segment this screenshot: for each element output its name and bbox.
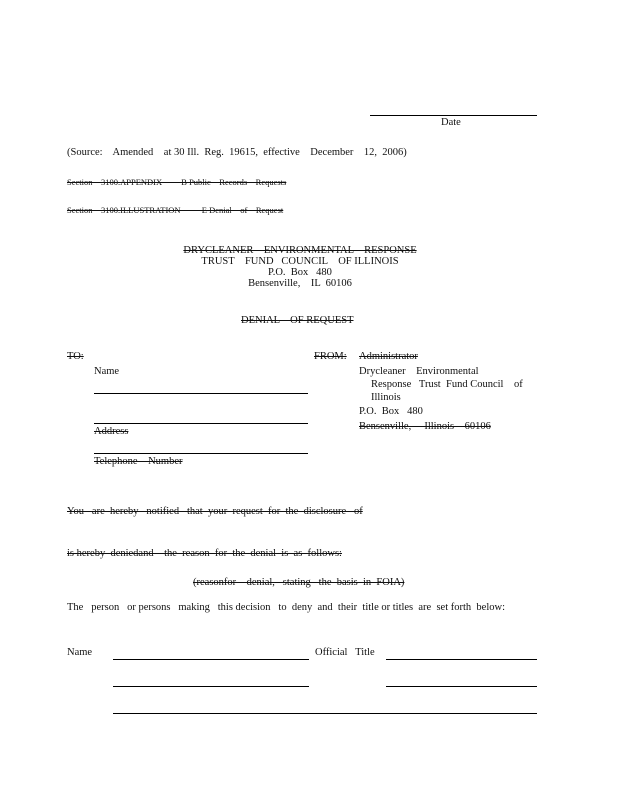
to-telephone-label: Telephone Number	[94, 456, 183, 467]
to-telephone-line[interactable]	[94, 453, 308, 454]
to-label: TO:	[67, 351, 84, 362]
signature-full-line[interactable]	[113, 713, 537, 714]
date-line[interactable]	[370, 115, 537, 116]
notice-line: You are hereby notified that your request for the disclosure of	[67, 506, 363, 517]
from-administrator: Administrator	[359, 351, 418, 362]
signature-name-line-1[interactable]	[113, 659, 309, 660]
signature-title-line-1[interactable]	[386, 659, 537, 660]
to-name-label: Name	[94, 366, 120, 377]
section-appendix-line: Section 3100.APPENDIX B Public Records Requests	[67, 177, 287, 187]
signature-title-line-2[interactable]	[386, 686, 537, 687]
council-po-box: P.O. Box 480	[268, 267, 332, 278]
signature-title-label: Official Title	[315, 647, 375, 658]
from-line-illinois: Illinois	[371, 392, 401, 403]
council-name-line1: DRYCLEANER ENVIRONMENTAL RESPONSE	[183, 245, 417, 256]
from-label: FROM:	[314, 351, 347, 362]
to-address-line[interactable]	[94, 423, 308, 424]
denied-line: is hereby deniedand the reason for the denial is as follows:	[67, 548, 342, 559]
council-header	[150, 245, 450, 289]
section-illustration-line: Section 3100.ILLUSTRATION E Denial of Request	[67, 205, 284, 215]
reason-hint: (reasonfor denial, stating the basis in FOIA)	[193, 577, 405, 588]
from-line-response: Response Trust Fund Council of	[371, 379, 523, 390]
from-city: Bensenville, Illinois 60106	[359, 421, 491, 432]
to-address-label: Address	[94, 426, 129, 437]
form-title: DENIAL OF REQUEST	[241, 315, 354, 326]
date-label: Date	[441, 117, 461, 128]
from-po-box: P.O. Box 480	[359, 406, 423, 417]
to-name-line[interactable]	[94, 393, 308, 394]
persons-line: The person or persons making this decision to deny and their title or titles are set forth below:	[67, 602, 505, 613]
signature-name-label: Name	[67, 647, 93, 658]
signature-name-line-2[interactable]	[113, 686, 309, 687]
from-line-drycleaner: Drycleaner Environmental	[359, 366, 479, 377]
council-name-line2: TRUST FUND COUNCIL OF ILLINOIS	[201, 256, 399, 267]
source-note: (Source: Amended at 30 Ill. Reg. 19615, effective December 12, 2006)	[67, 147, 407, 158]
council-city: Bensenville, IL 60106	[248, 278, 352, 289]
